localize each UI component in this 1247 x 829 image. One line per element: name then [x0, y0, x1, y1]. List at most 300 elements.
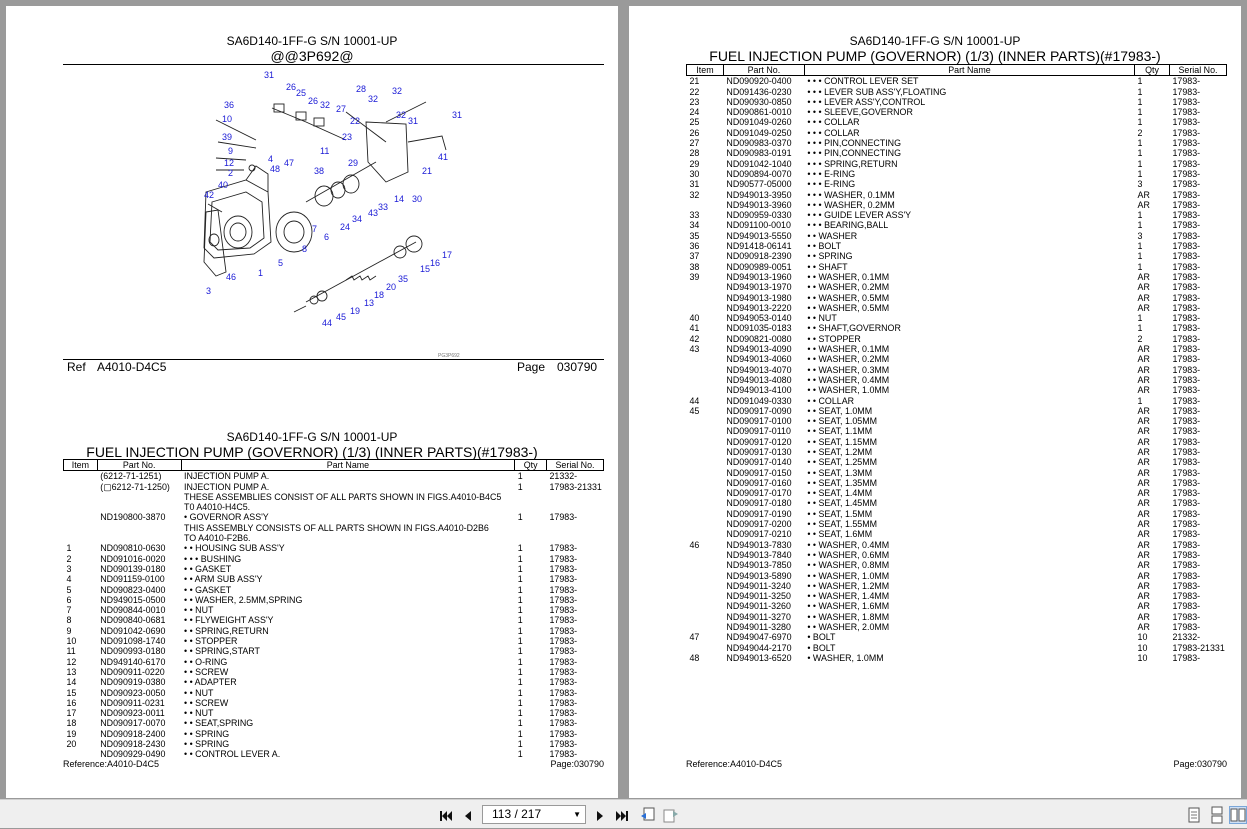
part-name-cell: • • ADAPTER	[184, 677, 237, 688]
part-no-cell: ND090917-0120	[726, 436, 792, 447]
serial-cell: 17983-	[1172, 323, 1201, 334]
item-cell: 31	[689, 179, 700, 190]
serial-cell: 17983-	[1172, 580, 1201, 591]
part-no-cell: ND949013-5550	[726, 230, 792, 241]
part-no-cell: ND090917-0150	[726, 467, 792, 478]
table-row	[687, 231, 1227, 241]
col-header-serial: Serial No.	[547, 460, 604, 471]
table-row	[687, 581, 1227, 591]
serial-cell: 17983-	[1172, 251, 1201, 262]
page-label: Page	[517, 360, 546, 374]
serial-cell: 17983-	[1172, 117, 1201, 128]
prev-page-icon[interactable]	[460, 808, 476, 824]
item-cell: 39	[689, 271, 700, 282]
part-name-cell: • • GASKET	[184, 563, 232, 574]
item-cell	[687, 612, 724, 622]
qty-cell: 1	[517, 728, 523, 739]
part-name-cell: • • SPRING	[184, 739, 230, 750]
serial-cell: 17983-	[549, 625, 578, 636]
item-cell: 29	[689, 158, 700, 169]
part-name-cell: • • SPRING,RETURN	[184, 625, 269, 636]
col-header-part-no: Part No.	[97, 460, 181, 471]
qty-cell: AR	[1137, 519, 1150, 530]
chevron-down-icon: ▼	[573, 810, 581, 819]
serial-cell: 17983-	[1172, 179, 1201, 190]
item-cell: 5	[66, 584, 72, 595]
table-row	[687, 220, 1227, 230]
serial-cell: 17983-	[1172, 385, 1201, 396]
col-header-part-name: Part Name	[804, 65, 1134, 76]
item-cell: 13	[66, 666, 77, 677]
table-row	[687, 529, 1227, 539]
item-cell: 12	[66, 656, 77, 667]
item-cell	[687, 560, 724, 570]
part-name-cell: • • WASHER, 1.8MM	[807, 611, 890, 622]
part-no-cell: ND090911-0231	[100, 697, 165, 708]
callout-label: 36	[224, 100, 235, 110]
table-row	[687, 519, 1227, 529]
qty-cell: AR	[1137, 529, 1150, 540]
callout-label: 17	[442, 250, 453, 260]
qty-cell: 1	[517, 697, 523, 708]
serial-cell: 17983-	[1172, 158, 1201, 169]
callout-label: 34	[352, 214, 363, 224]
part-name-cell: • WASHER, 1.0MM	[807, 652, 884, 663]
part-no-cell: ND949013-7830	[726, 539, 792, 550]
table-row	[687, 447, 1227, 457]
serial-cell: 17983-	[1172, 364, 1201, 375]
part-name-cell: • • • PIN,CONNECTING	[807, 148, 901, 159]
qty-cell: AR	[1137, 591, 1150, 602]
item-cell	[64, 471, 98, 482]
part-no-cell: ND091159-0100	[100, 574, 165, 585]
part-no-cell: ND090918-2400	[100, 728, 166, 739]
serial-cell: 17983-	[1172, 570, 1201, 581]
part-no-cell: ND949013-1980	[726, 292, 792, 303]
serial-cell: 17983-	[1172, 271, 1201, 282]
part-name-cell: • • SEAT, 1.0MM	[807, 405, 873, 416]
serial-cell: 17983-	[1172, 611, 1201, 622]
qty-cell: AR	[1137, 199, 1150, 210]
table-row	[687, 313, 1227, 323]
callout-label: 26	[308, 96, 319, 106]
part-name-cell: • • WASHER, 1.2MM	[807, 580, 890, 591]
col-header-serial: Serial No.	[1169, 65, 1226, 76]
serial-cell: 17983-	[549, 574, 578, 585]
table-row	[64, 533, 604, 543]
serial-cell: 17983-	[1172, 622, 1201, 633]
qty-cell: 1	[1137, 210, 1143, 221]
serial-cell	[547, 523, 604, 533]
qty-cell: 1	[1137, 148, 1143, 159]
part-name-cell: • • WASHER, 0.3MM	[807, 364, 890, 375]
col-header-item: Item	[687, 65, 724, 76]
qty-cell: 1	[1137, 96, 1143, 107]
part-no-cell: ND090993-0180	[100, 646, 166, 657]
part-name-cell: • • WASHER, 0.5MM	[807, 302, 890, 313]
serial-cell: 17983-	[549, 584, 578, 595]
table-row	[687, 540, 1227, 550]
qty-cell: 1	[517, 512, 523, 523]
callout-label: 48	[270, 164, 281, 174]
ref-value: A4010-D4C5	[97, 360, 167, 374]
qty-cell: 10	[1137, 632, 1148, 643]
callout-label: 2	[228, 168, 234, 178]
callout-label: 45	[336, 312, 347, 322]
model-heading-2: SA6D140-1FF-G S/N 10001-UP	[226, 430, 398, 444]
serial-cell: 17983-	[549, 697, 578, 708]
table-row	[687, 354, 1227, 364]
qty-cell: AR	[1137, 611, 1150, 622]
part-name-cell: • • • SPRING,RETURN	[807, 158, 898, 169]
serial-cell: 17983-21331	[549, 481, 602, 492]
table-row	[64, 585, 604, 595]
last-page-icon[interactable]	[614, 808, 630, 824]
part-no-cell: ND091049-0330	[726, 395, 792, 406]
part-no-cell: ND090917-0110	[726, 426, 791, 437]
serial-cell: 17983-	[1172, 96, 1201, 107]
serial-cell: 17983-	[549, 512, 578, 523]
qty-cell: AR	[1137, 498, 1150, 509]
part-name-cell: • • • BUSHING	[184, 553, 242, 564]
qty-cell: 1	[1137, 86, 1143, 97]
serial-cell: 17983-	[549, 553, 578, 564]
table-row	[687, 365, 1227, 375]
serial-cell: 17983-	[549, 687, 578, 698]
table-row	[687, 509, 1227, 519]
part-no-cell: ND949011-3280	[726, 622, 791, 633]
part-no-cell: ND949013-1970	[726, 282, 792, 293]
item-cell	[687, 385, 724, 395]
serial-cell: 17983-	[1172, 313, 1201, 324]
callout-label: 5	[278, 258, 284, 268]
part-name-cell: • • • LEVER SUB ASS'Y,FLOATING	[807, 86, 947, 97]
qty-cell: 1	[517, 594, 523, 605]
part-no-cell: ND949013-2220	[726, 302, 792, 313]
part-no-cell: ND090917-0090	[726, 405, 792, 416]
model-heading: SA6D140-1FF-G S/N 10001-UP	[849, 34, 1021, 48]
callout-label: 46	[226, 272, 237, 282]
table-row	[687, 169, 1227, 179]
viewer-toolbar	[0, 799, 1247, 828]
part-name-cell: • • SEAT, 1.55MM	[807, 519, 878, 530]
table-row	[687, 323, 1227, 333]
item-cell: 37	[689, 251, 700, 262]
part-name-cell: TO A4010-F2B6.	[184, 533, 251, 544]
item-cell: 30	[689, 168, 700, 179]
part-no-cell: ND090917-0140	[726, 457, 792, 468]
qty-cell: AR	[1137, 436, 1150, 447]
qty-cell: AR	[1137, 580, 1150, 591]
table-row	[64, 595, 604, 605]
part-no-cell: ND090929-0490	[100, 749, 166, 760]
part-name-cell: • • SEAT, 1.35MM	[807, 477, 878, 488]
qty-cell: 1	[517, 739, 523, 750]
part-name-cell: T0 A4010-H4C5.	[184, 502, 251, 513]
col-header-part-no: Part No.	[723, 65, 804, 76]
part-no-cell: ND090923-0011	[100, 708, 165, 719]
qty-cell: 1	[1137, 313, 1143, 324]
part-no-cell: ND090840-0681	[100, 615, 166, 626]
serial-cell: 17983-	[549, 636, 578, 647]
serial-cell: 17983-	[549, 677, 578, 688]
part-no-cell: ND090923-0050	[100, 687, 166, 698]
exploded-parts-diagram	[146, 62, 476, 362]
part-name-cell: INJECTION PUMP A.	[184, 481, 270, 492]
part-no-cell: (▢6212-71-1250)	[100, 481, 170, 492]
qty-cell: 1	[517, 584, 523, 595]
item-cell: 40	[689, 313, 700, 324]
item-cell	[687, 581, 724, 591]
callout-label: 7	[312, 224, 318, 234]
part-name-cell: • • SCREW	[184, 666, 229, 677]
part-name-cell: • • • COLLAR	[807, 117, 860, 128]
serial-cell: 17983-	[1172, 601, 1201, 612]
part-no-cell: ND949013-4080	[726, 374, 792, 385]
qty-cell	[515, 502, 547, 512]
item-cell	[687, 591, 724, 601]
serial-cell: 17983-	[1172, 652, 1201, 663]
item-cell	[687, 468, 724, 478]
part-no-cell: ND091098-1740	[100, 636, 166, 647]
part-no-cell: ND090823-0400	[100, 584, 166, 595]
serial-cell: 17983-	[1172, 416, 1201, 427]
part-no-cell: ND949053-0140	[726, 313, 792, 324]
qty-cell: 1	[517, 471, 523, 482]
item-cell: 10	[66, 636, 77, 647]
part-name-cell: • • SEAT, 1.45MM	[807, 498, 878, 509]
qty-cell: AR	[1137, 488, 1150, 499]
qty-cell: AR	[1137, 271, 1150, 282]
table-row	[687, 76, 1227, 87]
qty-cell: 1	[517, 553, 523, 564]
go-forward-icon[interactable]	[662, 806, 680, 824]
table-row	[64, 543, 604, 553]
item-cell: 45	[689, 405, 700, 416]
item-cell	[687, 437, 724, 447]
callout-label: 13	[364, 298, 375, 308]
item-cell: 19	[66, 728, 77, 739]
table-row	[64, 605, 604, 615]
table-row	[687, 571, 1227, 581]
part-name-cell: • • • E-RING	[807, 168, 856, 179]
serial-cell: 17983-21331	[1172, 642, 1225, 653]
item-cell	[687, 375, 724, 385]
part-no-cell: ND090917-0210	[726, 529, 792, 540]
item-cell	[687, 601, 724, 611]
item-cell	[687, 457, 724, 467]
serial-cell: 17983-	[1172, 488, 1201, 499]
table-row	[687, 653, 1227, 663]
item-cell: 17	[66, 708, 77, 719]
serial-cell: 17983-	[549, 543, 578, 554]
part-name-cell: • • SEAT,SPRING	[184, 718, 254, 729]
table-row	[64, 729, 604, 739]
table-row	[687, 488, 1227, 498]
part-no-cell: ND090917-0100	[726, 416, 792, 427]
part-name-cell: • • WASHER, 0.5MM	[807, 292, 890, 303]
item-cell: 8	[66, 615, 72, 626]
item-cell	[687, 509, 724, 519]
qty-cell: 2	[1137, 127, 1143, 138]
item-cell	[687, 571, 724, 581]
serial-cell: 17983-	[1172, 230, 1201, 241]
table-row	[64, 718, 604, 728]
part-name-cell: • • WASHER	[807, 230, 858, 241]
callout-label: 24	[340, 222, 351, 232]
qty-cell: 1	[1137, 323, 1143, 334]
table-row	[687, 612, 1227, 622]
qty-cell: AR	[1137, 457, 1150, 468]
table-row	[687, 632, 1227, 642]
serial-cell: 17983-	[1172, 261, 1201, 272]
callout-label: 26	[286, 82, 297, 92]
item-cell: 23	[689, 96, 700, 107]
serial-cell: 17983-	[1172, 405, 1201, 416]
page-number-select[interactable]	[482, 805, 586, 824]
callout-label: 30	[412, 194, 423, 204]
callout-label: 9	[228, 146, 234, 156]
item-cell: 42	[689, 333, 700, 344]
item-cell	[687, 622, 724, 632]
item-cell	[687, 550, 724, 560]
item-cell: 24	[689, 107, 700, 118]
item-cell: 26	[689, 127, 700, 138]
serial-cell: 17983-	[1172, 374, 1201, 385]
table-row	[687, 406, 1227, 416]
part-name-cell: • • WASHER, 2.5MM,SPRING	[184, 594, 303, 605]
qty-cell: 1	[517, 666, 523, 677]
table-row	[64, 574, 604, 584]
qty-cell: 1	[517, 749, 523, 760]
item-cell: 1	[66, 543, 72, 554]
callout-label: 19	[350, 306, 361, 316]
continuous-view-icon[interactable]	[1208, 806, 1226, 824]
part-no-cell: ND949140-6170	[100, 656, 166, 667]
serial-cell: 17983-	[1172, 292, 1201, 303]
part-name-cell: • • SPRING,START	[184, 646, 260, 657]
part-name-cell: • • COLLAR	[807, 395, 855, 406]
serial-cell: 17983-	[1172, 302, 1201, 313]
table-row	[687, 591, 1227, 601]
serial-cell: 17983-	[1172, 76, 1201, 87]
part-no-cell: ND949013-5890	[726, 570, 792, 581]
qty-cell: 1	[1137, 117, 1143, 128]
serial-cell: 17983-	[1172, 498, 1201, 509]
callout-label: 6	[324, 232, 330, 242]
item-cell	[64, 512, 98, 522]
serial-cell: 17983-	[549, 728, 578, 739]
serial-cell: 17983-	[1172, 220, 1201, 231]
qty-cell: 1	[1137, 241, 1143, 252]
serial-cell: 17983-	[549, 656, 578, 667]
part-no-cell: ND090861-0010	[726, 107, 792, 118]
callout-label: 12	[224, 158, 235, 168]
col-header-qty: Qty	[515, 460, 547, 471]
item-cell: 20	[66, 739, 77, 750]
serial-cell: 17983-	[1172, 107, 1201, 118]
callout-label: 1	[258, 268, 264, 278]
qty-cell: 3	[1137, 179, 1143, 190]
part-no-cell: ND090917-0170	[726, 488, 792, 499]
item-cell	[64, 523, 98, 533]
item-cell: 35	[689, 230, 700, 241]
go-back-icon[interactable]	[639, 806, 657, 824]
callout-label: 42	[204, 190, 215, 200]
part-name-cell: • • SEAT, 1.05MM	[807, 416, 878, 427]
item-cell	[64, 502, 98, 512]
footer-reference: Reference:A4010-D4C5	[686, 759, 783, 769]
table-row	[64, 512, 604, 522]
qty-cell: AR	[1137, 539, 1150, 550]
qty-cell: 1	[1137, 251, 1143, 262]
part-name-cell: • • SPRING	[807, 251, 853, 262]
serial-cell: 17983-	[549, 615, 578, 626]
part-name-cell: • • • SLEEVE,GOVERNOR	[807, 107, 913, 118]
callout-label: 3	[206, 286, 212, 296]
callout-label: 8	[302, 244, 308, 254]
part-name-cell: THESE ASSEMBLIES CONSIST OF ALL PARTS SHOWN IN FIGS.A4010-B4C5	[184, 491, 502, 502]
part-name-cell: • • • PIN,CONNECTING	[807, 138, 901, 149]
serial-cell: 17983-	[1172, 333, 1201, 344]
callout-label: 47	[284, 158, 295, 168]
item-cell	[687, 354, 724, 364]
part-name-cell: • • STOPPER	[184, 636, 238, 647]
item-cell: 25	[689, 117, 700, 128]
qty-cell: 1	[517, 708, 523, 719]
table-row	[687, 200, 1227, 210]
serial-cell: 17983-	[1172, 446, 1201, 457]
part-no-cell: ND949013-7850	[726, 560, 792, 571]
part-name-cell: • • WASHER, 1.0MM	[807, 385, 890, 396]
part-no-cell: ND949013-4100	[726, 385, 792, 396]
qty-cell: AR	[1137, 477, 1150, 488]
part-no-cell: ND091436-0230	[726, 86, 792, 97]
part-name-cell: • • WASHER, 0.1MM	[807, 271, 890, 282]
part-no-cell: ND949047-6970	[726, 632, 792, 643]
table-row	[64, 502, 604, 512]
first-page-icon[interactable]	[438, 808, 454, 824]
item-cell	[687, 519, 724, 529]
part-no-cell: ND090989-0051	[726, 261, 792, 272]
callout-label: 29	[348, 158, 359, 168]
next-page-icon[interactable]	[592, 808, 608, 824]
item-cell: 47	[689, 632, 700, 643]
part-no-cell: ND091042-1040	[726, 158, 792, 169]
table-row	[64, 698, 604, 708]
table-row	[687, 334, 1227, 344]
item-cell	[687, 498, 724, 508]
qty-cell: 1	[1137, 138, 1143, 149]
table-row	[64, 626, 604, 636]
single-page-view-icon[interactable]	[1185, 806, 1203, 824]
part-no-cell: (6212-71-1251)	[100, 471, 162, 482]
callout-label: 44	[322, 318, 333, 328]
callout-label: 23	[342, 132, 353, 142]
part-name-cell: • • NUT	[184, 687, 214, 698]
part-no-cell: ND949011-3250	[726, 591, 791, 602]
table-row	[687, 375, 1227, 385]
part-name-cell: • • WASHER, 2.0MM	[807, 622, 890, 633]
part-name-cell: • • SCREW	[184, 697, 229, 708]
serial-cell: 17983-	[549, 708, 578, 719]
qty-cell: AR	[1137, 292, 1150, 303]
table-row	[687, 396, 1227, 406]
qty-cell	[515, 492, 547, 502]
callout-label: 38	[314, 166, 325, 176]
facing-view-icon[interactable]	[1229, 806, 1247, 824]
qty-cell: 1	[1137, 220, 1143, 231]
